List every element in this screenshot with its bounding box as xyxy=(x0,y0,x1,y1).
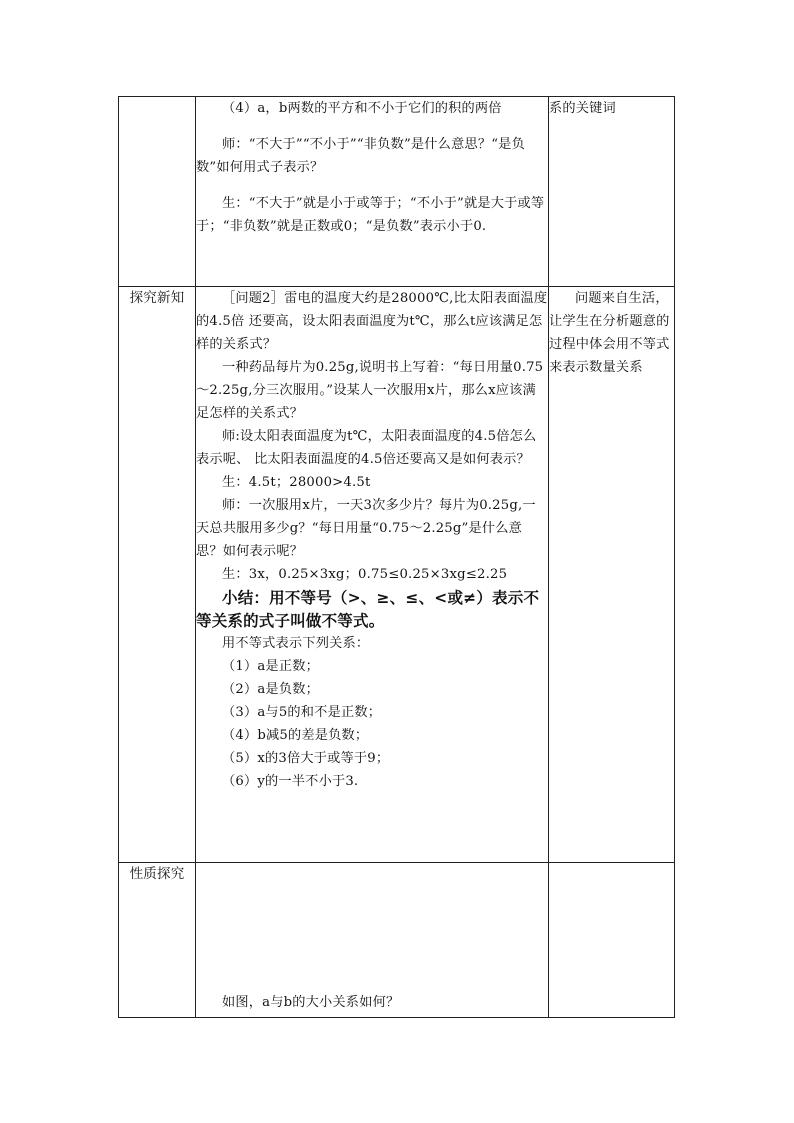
student-answer: 生：“不大于”就是小于或等于；“不小于”就是大于或等于；“非负数”就是正数或0；“是负数”表示小于0. xyxy=(196,196,545,234)
section-label-explore: 探究新知 xyxy=(119,287,196,863)
design-note-cell xyxy=(549,97,675,287)
content-cell xyxy=(196,863,549,1018)
table-row xyxy=(119,287,675,863)
list-item: （1）a是正数； xyxy=(222,659,319,674)
list-item: （2）a是负数； xyxy=(222,682,319,697)
problem-2: ［问题2］雷电的温度大约是28000℃,比太阳表面温度的4.5倍 还要高，设太阳表面温度为t℃，那么t应该满足怎样的关系式？ xyxy=(196,291,548,352)
content-cell xyxy=(196,97,549,287)
design-note-cell-empty xyxy=(549,863,675,1018)
table-row xyxy=(119,863,675,1018)
design-note: 系的关键词 xyxy=(549,101,616,116)
design-note: 问题来自生活，让学生在分析题意的过程中体会用不等式来表示数量关系 xyxy=(549,291,670,375)
lesson-plan-table xyxy=(118,96,675,1018)
content-cell xyxy=(196,287,549,863)
exercise-list xyxy=(196,655,548,793)
list-item: （4）b减5的差是负数； xyxy=(222,728,369,743)
design-note-cell xyxy=(549,287,675,863)
table-row xyxy=(119,97,675,287)
medicine-problem: 一种药品每片为0.25g,说明书上写着：“每日用量0.75～2.25g,分三次服用。”设某人一次服用x片，那么x应该满足怎样的关系式？ xyxy=(196,360,544,421)
section-label-property: 性质探究 xyxy=(119,863,196,1018)
exercise-intro: 用不等式表示下列关系： xyxy=(222,636,370,651)
teacher-question: 师：“不大于”“不小于”“非负数”是什么意思？“是负数”如何用式子表示？ xyxy=(196,137,525,175)
teacher-question-1: 师:设太阳表面温度为t℃，太阳表面温度的4.5倍怎么表示呢、 比太阳表面温度的4.5倍还要高又是如何表示？ xyxy=(196,429,537,467)
summary-definition: 小结：用不等号（>、≥、≤、<或≠）表示不等关系的式子叫做不等式。 xyxy=(196,588,540,630)
example-4-line: （4）a，b两数的平方和不小于它们的积的两倍 xyxy=(222,101,502,116)
student-answer-1: 生：4.5t；28000>4.5t xyxy=(222,475,371,490)
teacher-question-2: 师：一次服用x片，一天3次多少片？每片为0.25g,一天总共服用多少g？“每日用量“0.75～2.25g”是什么意思？如何表示呢？ xyxy=(196,498,536,559)
list-item: （3）a与5的和不是正数； xyxy=(222,705,382,720)
student-answer-2: 生：3x，0.25×3xg；0.75≤0.25×3xg≤2.25 xyxy=(222,567,508,582)
property-question: 如图，a与b的大小关系如何？ xyxy=(222,995,400,1010)
list-item: （6）y的一半不小于3. xyxy=(222,774,359,789)
label-cell-empty xyxy=(119,97,196,287)
list-item: （5）x的3倍大于或等于9； xyxy=(222,751,390,766)
